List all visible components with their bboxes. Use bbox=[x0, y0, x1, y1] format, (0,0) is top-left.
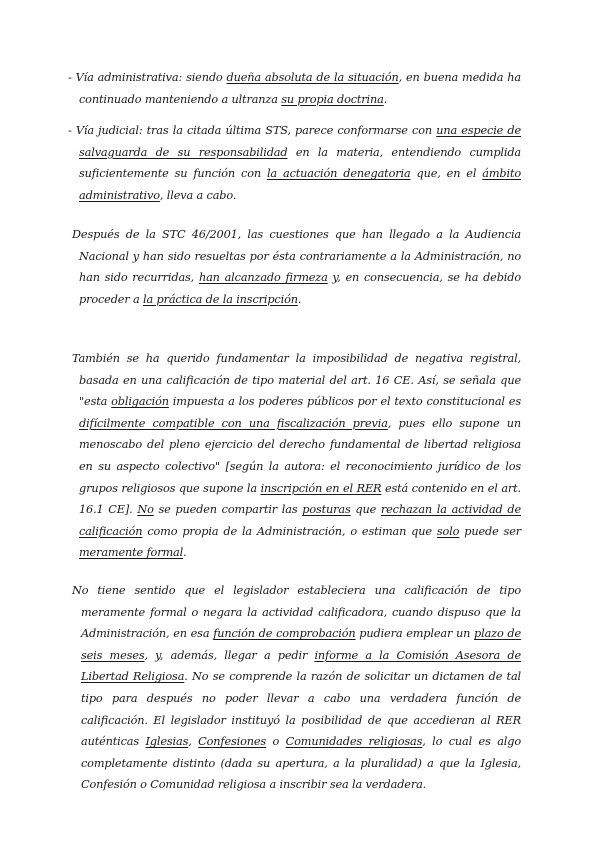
underlined-text: han alcanzado firmeza bbox=[198, 271, 328, 285]
underlined-text: la práctica de la inscripción bbox=[143, 292, 298, 306]
list-item-via-judicial bbox=[68, 120, 521, 206]
underlined-text: rechazan la actividad de calificación bbox=[79, 503, 522, 538]
underlined-text: dueña absoluta de la situación bbox=[226, 71, 399, 84]
paragraph-negativa-registral bbox=[72, 348, 521, 564]
text-run: . bbox=[383, 92, 388, 106]
text-run: También se ha querido fundamentar la imposibilidad de negativa registral, basada en una calificación de tipo material del art. 16 CE. Así, se señala que "esta bbox=[72, 352, 521, 409]
underlined-text: meramente formal bbox=[79, 546, 184, 560]
text-run: Después de la STC 46/2001, las cuestiones que han llegado a la Audiencia Nacional y han sido resueltas por ésta contrariamente a la Administración, no han sido recurridas, bbox=[72, 228, 521, 285]
text-run: pudiera emplear un bbox=[355, 627, 475, 641]
text-run: Vía judicial: tras la citada última STS, parece conformarse con bbox=[75, 124, 437, 137]
underlined-text: difícilmente compatible con una fiscalización previa bbox=[79, 416, 388, 430]
text-run: Vía administrativa: siendo bbox=[75, 71, 227, 84]
underlined-text: Comunidades religiosas bbox=[285, 735, 423, 749]
text-run: como propia de la Administración, o estiman que bbox=[142, 524, 437, 538]
underlined-text: Iglesias bbox=[145, 735, 189, 749]
text-run: , y, además, llegar a pedir bbox=[144, 648, 315, 662]
underlined-text: posturas bbox=[302, 503, 351, 517]
text-run: . No se comprende la razón de solicitar un dictamen de tal tipo para después no poder llevar a cabo una verdadera función de calificación. El legislador instituyó la posibilidad de que accedieran al RER auténticas bbox=[81, 670, 521, 749]
text-run: impuesta a los poderes públicos por el texto constitucional es bbox=[168, 395, 521, 409]
underlined-text: su propia doctrina bbox=[281, 92, 384, 106]
underlined-text: informe a la Comisión Asesora de Libertad Religiosa bbox=[81, 648, 521, 684]
text-run: , lleva a cabo. bbox=[159, 188, 237, 202]
text-run: en la materia, entendiendo cumplida suficientemente su función con bbox=[79, 145, 521, 181]
text-run: que bbox=[350, 503, 381, 517]
list-dash: - bbox=[68, 124, 76, 137]
text-run: que, en el bbox=[410, 167, 483, 181]
text-run: o bbox=[266, 735, 286, 749]
text-run: está contenido en el art. 16.1 CE]. bbox=[79, 481, 521, 517]
text-run: , lo cual es algo completamente distinto (dada su apertura, a la pluralidad) a que la Iglesia, Confesión o Comunidad religiosa a inscribir sea la verdadera. bbox=[81, 735, 521, 792]
underlined-text: No bbox=[137, 503, 154, 517]
list-item-via-administrativa bbox=[68, 67, 521, 110]
underlined-text: obligación bbox=[111, 395, 169, 409]
underlined-text: solo bbox=[436, 524, 460, 538]
list-dash: - bbox=[68, 71, 76, 84]
underlined-text: inscripción en el RER bbox=[260, 481, 382, 495]
text-run: se pueden compartir las bbox=[153, 503, 303, 517]
underlined-text: ámbito administrativo bbox=[79, 167, 521, 202]
text-run: , bbox=[188, 735, 199, 749]
text-run: . bbox=[183, 546, 187, 560]
underlined-text: Confesiones bbox=[198, 735, 267, 749]
paragraph-calificacion-formal bbox=[72, 580, 521, 796]
paragraph-stc-46-2001 bbox=[72, 224, 521, 310]
underlined-text: plazo de seis meses bbox=[81, 627, 522, 662]
text-run: y, en consecuencia, se ha debido proceder a bbox=[79, 271, 521, 306]
underlined-text: una especie de salvaguarda de su responsabilidad bbox=[79, 124, 522, 159]
underlined-text: función de comprobación bbox=[213, 627, 356, 641]
text-run: , pues ello supone un menoscabo del pleno ejercicio del derecho fundamental de libertad religiosa en su aspecto colectivo" [según la autora: el reconocimiento jurídico de los grupos religiosos que supone la bbox=[79, 416, 521, 495]
text-run: No tiene sentido que el legislador estableciera una calificación de tipo meramente formal o negara la actividad calificadora, cuando dispuso que la Administración, en esa bbox=[72, 584, 521, 641]
text-run: . bbox=[297, 292, 302, 306]
text-run: , en buena medida ha continuado manteniendo a ultranza bbox=[79, 71, 522, 106]
text-run: puede ser bbox=[459, 524, 521, 538]
underlined-text: la actuación denegatoria bbox=[266, 167, 411, 181]
